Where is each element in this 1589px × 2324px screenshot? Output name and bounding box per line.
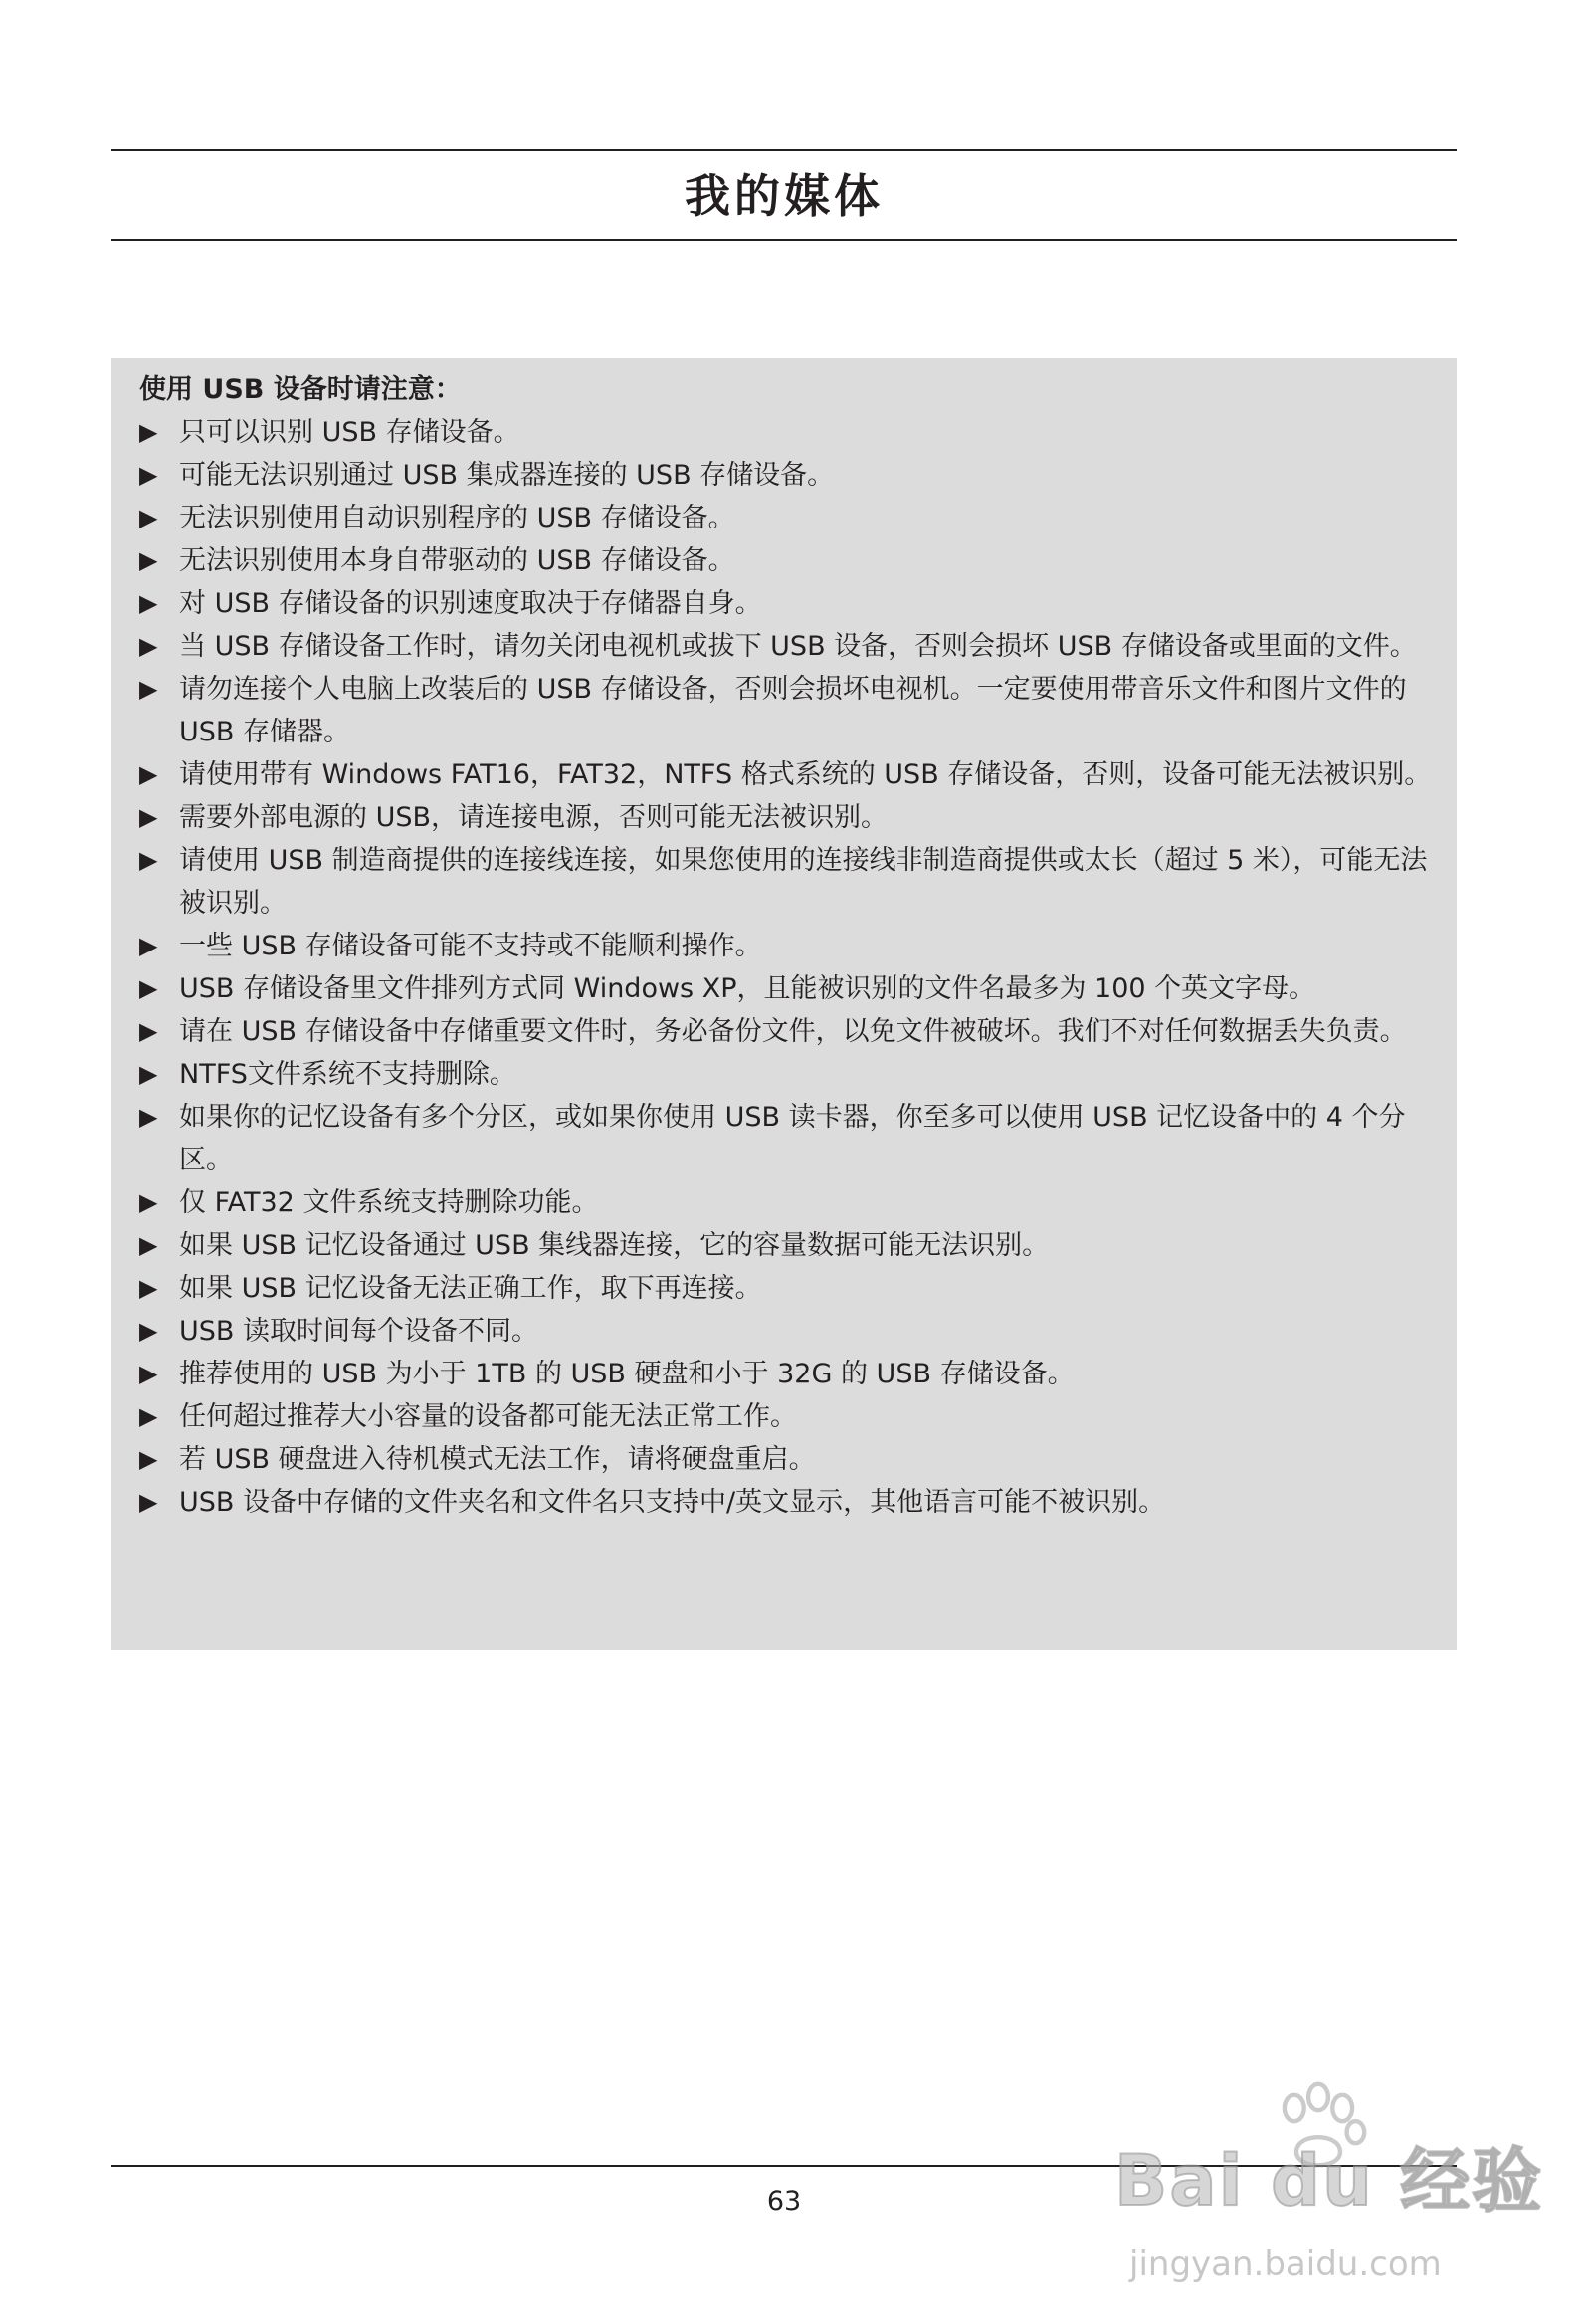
watermark-logo-text: Bai du 经验 <box>1114 2140 1544 2221</box>
right-triangle-bullet-icon: ▶ <box>139 803 158 831</box>
right-triangle-bullet-icon: ▶ <box>139 846 158 874</box>
notice-item-text: 对 USB 存储设备的识别速度取决于存储器自身。 <box>179 588 762 619</box>
right-triangle-bullet-icon: ▶ <box>139 932 158 959</box>
right-triangle-bullet-icon: ▶ <box>139 1231 158 1259</box>
notice-item <box>139 497 1437 539</box>
right-triangle-bullet-icon: ▶ <box>139 1188 158 1216</box>
notice-item-text: 需要外部电源的 USB，请连接电源，否则可能无法被识别。 <box>179 802 889 833</box>
right-triangle-bullet-icon: ▶ <box>139 1488 158 1516</box>
notice-item-text: 请使用 USB 制造商提供的连接线连接，如果您使用的连接线非制造商提供或太长（超过 5 米），可能无法被识别。 <box>179 845 1428 919</box>
right-triangle-bullet-icon: ▶ <box>139 1402 158 1430</box>
title-underline-rule <box>111 239 1457 241</box>
notice-item <box>139 1395 1437 1438</box>
usb-notice-box <box>111 358 1457 1650</box>
right-triangle-bullet-icon: ▶ <box>139 1360 158 1387</box>
notice-item <box>139 925 1437 967</box>
notice-list <box>139 411 1437 1524</box>
notice-item <box>139 796 1437 839</box>
paw-icon <box>1264 2075 1373 2185</box>
notice-item-text: 请勿连接个人电脑上改装后的 USB 存储设备，否则会损坏电视机。一定要使用带音乐文件和图片文件的 USB 存储器。 <box>179 674 1407 747</box>
notice-heading: 使用 USB 设备时请注意： <box>139 374 462 405</box>
notice-item-text: 如果 USB 记忆设备通过 USB 集线器连接，它的容量数据可能无法识别。 <box>179 1230 1050 1261</box>
notice-item <box>139 1267 1437 1310</box>
notice-item <box>139 454 1437 497</box>
notice-item <box>139 967 1437 1010</box>
footer-rule <box>111 2165 1457 2167</box>
notice-item-text: 如果 USB 记忆设备无法正确工作，取下再连接。 <box>179 1273 762 1304</box>
notice-item <box>139 1310 1437 1353</box>
notice-item-text: USB 读取时间每个设备不同。 <box>179 1316 539 1347</box>
notice-item-text: 当 USB 存储设备工作时，请勿关闭电视机或拔下 USB 设备，否则会损坏 USB 存储设备或里面的文件。 <box>179 631 1417 662</box>
notice-item <box>139 668 1437 753</box>
notice-item <box>139 839 1437 925</box>
right-triangle-bullet-icon: ▶ <box>139 418 158 446</box>
page-title: 我的媒体 <box>685 169 884 223</box>
right-triangle-bullet-icon: ▶ <box>139 1060 158 1088</box>
right-triangle-bullet-icon: ▶ <box>139 1317 158 1345</box>
notice-item-text: 推荐使用的 USB 为小于 1TB 的 USB 硬盘和小于 32G 的 USB 存储设备。 <box>179 1359 1075 1389</box>
notice-item <box>139 1053 1437 1096</box>
right-triangle-bullet-icon: ▶ <box>139 1274 158 1302</box>
notice-item-text: 仅 FAT32 文件系统支持删除功能。 <box>179 1187 599 1218</box>
notice-item <box>139 539 1437 582</box>
notice-item <box>139 1353 1437 1395</box>
top-rule <box>111 149 1457 151</box>
notice-item-text: USB 存储设备里文件排列方式同 Windows XP，且能被识别的文件名最多为 100 个英文字母。 <box>179 973 1316 1004</box>
notice-item-text: 如果你的记忆设备有多个分区，或如果你使用 USB 读卡器，你至多可以使用 USB 记忆设备中的 4 个分区。 <box>179 1102 1406 1175</box>
page-number: 63 <box>766 2186 802 2217</box>
notice-item-text: 请在 USB 存储设备中存储重要文件时，务必备份文件，以免文件被破坏。我们不对任何数据丢失负责。 <box>179 1016 1407 1047</box>
notice-item <box>139 1224 1437 1267</box>
notice-item <box>139 625 1437 668</box>
watermark-url: jingyan.baidu.com <box>1129 2244 1442 2284</box>
notice-item <box>139 753 1437 796</box>
notice-item-text: USB 设备中存储的文件夹名和文件名只支持中/英文显示，其他语言可能不被识别。 <box>179 1487 1166 1518</box>
notice-item-text: 请使用带有 Windows FAT16，FAT32，NTFS 格式系统的 USB 存储设备，否则，设备可能无法被识别。 <box>179 759 1432 790</box>
right-triangle-bullet-icon: ▶ <box>139 974 158 1002</box>
notice-item <box>139 1096 1437 1181</box>
right-triangle-bullet-icon: ▶ <box>139 1017 158 1045</box>
notice-item <box>139 1481 1437 1524</box>
right-triangle-bullet-icon: ▶ <box>139 675 158 703</box>
notice-item-text: NTFS文件系统不支持删除。 <box>179 1059 516 1090</box>
right-triangle-bullet-icon: ▶ <box>139 760 158 788</box>
right-triangle-bullet-icon: ▶ <box>139 1103 158 1131</box>
notice-item <box>139 1181 1437 1224</box>
notice-item-text: 一些 USB 存储设备可能不支持或不能顺利操作。 <box>179 931 762 961</box>
right-triangle-bullet-icon: ▶ <box>139 504 158 531</box>
notice-item <box>139 411 1437 454</box>
right-triangle-bullet-icon: ▶ <box>139 461 158 489</box>
notice-item-text: 可能无法识别通过 USB 集成器连接的 USB 存储设备。 <box>179 460 835 491</box>
notice-item-text: 无法识别使用本身自带驱动的 USB 存储设备。 <box>179 545 735 576</box>
right-triangle-bullet-icon: ▶ <box>139 1445 158 1473</box>
right-triangle-bullet-icon: ▶ <box>139 546 158 574</box>
right-triangle-bullet-icon: ▶ <box>139 589 158 617</box>
right-triangle-bullet-icon: ▶ <box>139 632 158 660</box>
notice-item <box>139 1010 1437 1053</box>
notice-item-text: 任何超过推荐大小容量的设备都可能无法正常工作。 <box>179 1401 797 1432</box>
notice-item <box>139 582 1437 625</box>
notice-item-text: 若 USB 硬盘进入待机模式无法工作，请将硬盘重启。 <box>179 1444 816 1475</box>
notice-item-text: 无法识别使用自动识别程序的 USB 存储设备。 <box>179 503 735 533</box>
notice-item-text: 只可以识别 USB 存储设备。 <box>179 417 520 448</box>
notice-item <box>139 1438 1437 1481</box>
